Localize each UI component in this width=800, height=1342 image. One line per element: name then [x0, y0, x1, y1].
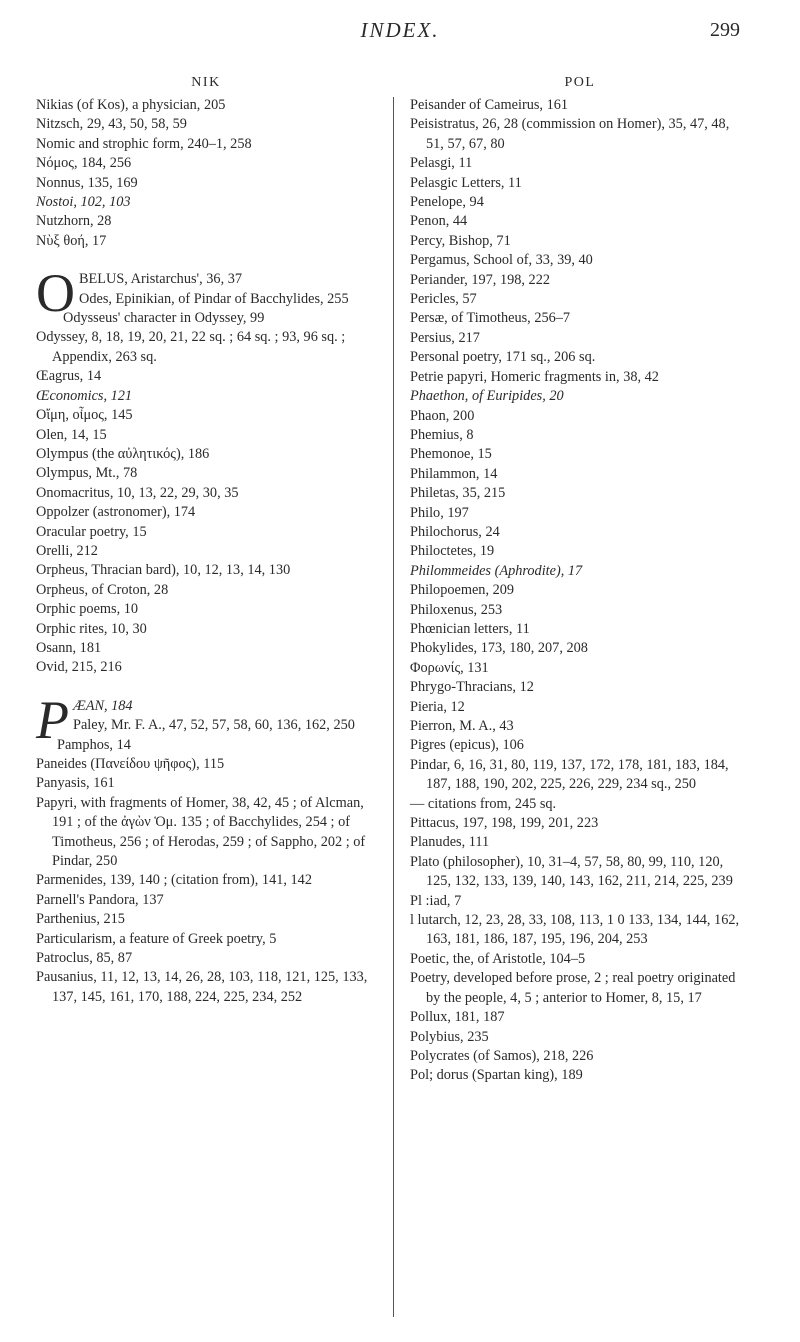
index-entry: Persæ, of Timotheus, 256–7: [410, 310, 571, 327]
index-entry: Oppolzer (astronomer), 174: [36, 504, 196, 521]
index-entry: Orpheus, Thracian bard), 10, 12, 13, 14, 130: [36, 562, 291, 579]
index-entry: Pieria, 12: [410, 698, 465, 715]
index-entry: Ovid, 215, 216: [36, 659, 122, 676]
index-entry: Nitzsch, 29, 43, 50, 58, 59: [36, 116, 187, 133]
index-entry: Phaethon, of Euripides, 20: [410, 388, 564, 405]
index-entry: Pelasgic Letters, 11: [410, 174, 522, 191]
index-entry: ÆAN, 184: [73, 697, 133, 714]
index-entry: Orelli, 212: [36, 542, 98, 559]
index-entry: Pigres (epicus), 106: [410, 737, 524, 754]
index-entry: Odes, Epinikian, of Pindar of Bacchylides, 255: [79, 290, 349, 307]
index-entry: Onomacritus, 10, 13, 22, 29, 30, 35: [36, 484, 239, 501]
section-gap: [36, 251, 376, 270]
index-entry: — citations from, 245 sq.: [410, 795, 557, 812]
index-entry: Orphic rites, 10, 30: [36, 620, 147, 637]
running-title: INDEX.: [360, 18, 440, 42]
index-entry: Pelasgi, 11: [410, 155, 473, 172]
index-entry: Penon, 44: [410, 213, 468, 230]
index-entry: Orpheus, of Croton, 28: [36, 581, 169, 598]
index-entry: Penelope, 94: [410, 194, 484, 211]
index-entry: Νόμος, 184, 256: [36, 155, 132, 172]
right-column-head: POL: [564, 75, 596, 90]
index-entry: Pamphos, 14: [57, 736, 131, 753]
index-entry: Paley, Mr. F. A., 47, 52, 57, 58, 60, 136, 162, 250: [73, 717, 355, 734]
index-entry: Panyasis, 161: [36, 775, 115, 792]
index-entry: Philochorus, 24: [410, 523, 500, 540]
index-entry: Poetry, developed before prose, 2 ; real poetry originated by the people, 4, 5 ; anterior to Homer, 8, 15, 17: [410, 970, 736, 1006]
index-entry: Personal poetry, 171 sq., 206 sq.: [410, 349, 596, 366]
index-entry: Plato (philosopher), 10, 31–4, 57, 58, 80, 99, 110, 120, 125, 132, 133, 139, 140, 143, 162, 211, 214, 225, 239: [410, 853, 733, 890]
index-entry: Phœnician letters, 11: [410, 620, 530, 637]
dropcap-o: O: [36, 263, 75, 324]
index-entry: Olympus, Mt., 78: [36, 465, 138, 482]
index-entry: Phemius, 8: [410, 426, 474, 443]
column-divider: [393, 97, 394, 1317]
index-entry: Petrie papyri, Homeric fragments in, 38, 42: [410, 368, 659, 385]
index-entry: Pollux, 181, 187: [410, 1009, 505, 1026]
index-entry: Phemonoe, 15: [410, 446, 492, 463]
index-entry: Parthenius, 215: [36, 911, 125, 928]
index-entry: Nomic and strophic form, 240–1, 258: [36, 135, 252, 152]
index-entry: Orphic poems, 10: [36, 601, 139, 618]
index-entry: Philammon, 14: [410, 465, 498, 482]
index-entry: Polycrates (of Samos), 218, 226: [410, 1047, 594, 1064]
index-entry: Phokylides, 173, 180, 207, 208: [410, 640, 588, 657]
index-entry: Œconomics, 121: [36, 387, 133, 404]
index-entry: Nutzhorn, 28: [36, 213, 112, 230]
index-entry: Οἴμη, οἶμος, 145: [36, 407, 133, 424]
index-entry: Nikias (of Kos), a physician, 205: [36, 97, 226, 113]
index-entry: BELUS, Aristarchus', 36, 37: [79, 271, 243, 288]
index-entry: Pl :iad, 7: [410, 892, 462, 909]
index-entry: Pericles, 57: [410, 291, 477, 308]
index-entry: Osann, 181: [36, 639, 102, 656]
index-entry: Peisander of Cameirus, 161: [410, 97, 569, 113]
index-entry: Pergamus, School of, 33, 39, 40: [410, 252, 593, 269]
dropcap-p: P: [36, 689, 69, 750]
index-entry: Philommeides (Aphrodite), 17: [410, 562, 583, 579]
index-entry: Poetic, the, of Aristotle, 104–5: [410, 950, 586, 967]
index-entry: Phaon, 200: [410, 407, 475, 424]
index-entry: Olen, 14, 15: [36, 426, 107, 443]
index-entry: l lutarch, 12, 23, 28, 33, 108, 113, 1 0 133, 134, 144, 162, 163, 181, 186, 187, 195, 196, 204, 253: [410, 912, 740, 948]
index-entry: Pol; dorus (Spartan king), 189: [410, 1067, 583, 1084]
index-entry: Paneides (Πανείδου ψῆφος), 115: [36, 756, 225, 772]
index-entry: Νὺξ θοή, 17: [36, 232, 107, 249]
left-column-head: NIK: [191, 75, 221, 90]
index-entry: Nonnus, 135, 169: [36, 174, 138, 191]
index-entry: Pindar, 6, 16, 31, 80, 119, 137, 172, 178, 181, 183, 184, 187, 188, 190, 202, 225, 226, 229, 234 sq., 250: [410, 756, 729, 793]
index-entry: Oracular poetry, 15: [36, 523, 147, 540]
index-entry: Percy, Bishop, 71: [410, 232, 511, 249]
left-column: [36, 72, 376, 1322]
index-entry: Philopoemen, 209: [410, 582, 515, 599]
index-entry: Philo, 197: [410, 504, 469, 521]
index-entry: Odysseus' character in Odyssey, 99: [63, 310, 265, 327]
index-entry: Parmenides, 139, 140 ; (citation from), 141, 142: [36, 872, 312, 889]
index-entry: Peisistratus, 26, 28 (commission on Homer), 35, 47, 48, 51, 57, 67, 80: [410, 116, 730, 152]
index-entry: Periander, 197, 198, 222: [410, 271, 550, 288]
index-entry: Philoxenus, 253: [410, 601, 503, 618]
index-entry: Philoctetes, 19: [410, 543, 495, 560]
section-gap: [36, 678, 376, 697]
index-entry: Polybius, 235: [410, 1028, 489, 1045]
index-entry: Persius, 217: [410, 329, 480, 346]
running-head: [0, 18, 800, 44]
index-entry: Planudes, 111: [410, 834, 490, 851]
index-entry: Pittacus, 197, 198, 199, 201, 223: [410, 815, 599, 832]
index-entry: Philetas, 35, 215: [410, 485, 506, 502]
index-entry: Particularism, a feature of Greek poetry, 5: [36, 930, 277, 947]
index-entry: Parnell's Pandora, 137: [36, 891, 164, 908]
index-entry: Phrygo-Thracians, 12: [410, 679, 534, 696]
right-column: [410, 72, 750, 1322]
index-entry: Φορωνίς, 131: [410, 659, 489, 676]
index-entry: Nostoi, 102, 103: [36, 194, 131, 211]
index-entry: Odyssey, 8, 18, 19, 20, 21, 22 sq. ; 64 sq. ; 93, 96 sq. ; Appendix, 263 sq.: [36, 329, 346, 365]
index-entry: Olympus (the αὐλητικός), 186: [36, 445, 210, 462]
index-entry: Œagrus, 14: [36, 368, 102, 385]
index-entry: Pausanius, 11, 12, 13, 14, 26, 28, 103, 118, 121, 125, 133, 137, 145, 161, 170, 188, 224, 225, 234, 252: [36, 969, 368, 1005]
index-entry: Patroclus, 85, 87: [36, 950, 133, 967]
index-entry: Papyri, with fragments of Homer, 38, 42, 45 ; of Alcman, 191 ; of the ἀγὼν Ὁμ. 135 ; of Bacchylides, 254 ; of Timotheus, 256 ; of Herodas, 259 ; of Sappho, 202 ; of Pindar, 250: [36, 794, 366, 870]
page-number: 299: [710, 19, 740, 41]
index-entry: Pierron, M. A., 43: [410, 718, 514, 734]
